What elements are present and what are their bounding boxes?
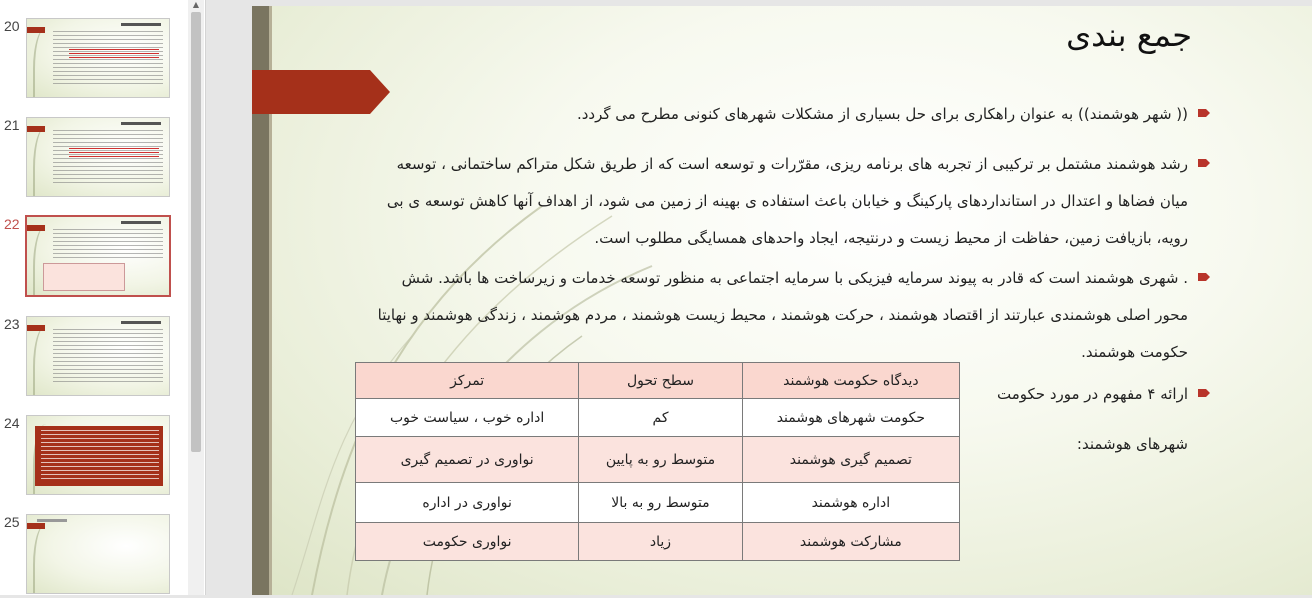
table-cell[interactable]: اداره هوشمند — [742, 483, 959, 523]
thumbnail-title — [37, 519, 67, 522]
table-row — [356, 483, 960, 523]
slide-paragraph-4[interactable] — [968, 376, 1188, 413]
bullet-arrow-icon — [1198, 159, 1210, 167]
slide-thumbnail-22[interactable] — [0, 216, 190, 300]
slide-canvas[interactable] — [252, 6, 1312, 595]
table-row — [356, 437, 960, 483]
paragraph-text: رشد هوشمند مشتمل بر ترکیبی از تجربه های برنامه ریزی، مقرّرات و توسعه است که از طریق شکل متراکم ساختمانی ، توسعه میان فضاها و اعتدال در استانداردهای پارکینگ و خیابان باعث استفاده ی بهینه از زمین می شود، از اهداف آنها کاهش توسعه ی بی رویه، بازیافت زمین، حفاظت از محیط زیست و درنتیجه، ایجاد واحدهای همسایگی مطلوب است. — [386, 155, 1188, 247]
bullet-arrow-icon — [1198, 109, 1210, 117]
slide-thumbnail-preview[interactable] — [26, 415, 170, 495]
slide-title[interactable]: جمع بندی — [1066, 16, 1192, 54]
thumbnail-text-lines — [41, 430, 159, 480]
table-cell[interactable]: مشارکت هوشمند — [742, 523, 959, 561]
bullet-arrow-icon — [1198, 273, 1210, 281]
table-cell[interactable]: کم — [579, 399, 742, 437]
table-cell[interactable]: نواوری در تصمیم گیری — [356, 437, 579, 483]
table-header-cell[interactable]: تمرکز — [356, 363, 579, 399]
thumbnail-scrollbar[interactable] — [188, 0, 204, 595]
thumbnail-red-text — [69, 148, 159, 160]
thumbnail-title-bar — [27, 325, 45, 331]
paragraph-text: ارائه ۴ مفهوم در مورد حکومت — [997, 385, 1188, 403]
decorative-curve — [33, 523, 55, 593]
decorative-curve — [33, 325, 55, 395]
table-header-row — [356, 363, 960, 399]
thumbnail-table — [43, 263, 125, 291]
slide-thumbnail-preview[interactable] — [25, 215, 171, 297]
slide-thumbnail-25[interactable] — [0, 514, 190, 598]
decorative-curve — [33, 126, 55, 196]
slide-thumbnail-20[interactable] — [0, 18, 190, 102]
paragraph-text: . شهری هوشمند است که قادر به پیوند سرمایه فیزیکی با سرمایه اجتماعی به منظور توسعه خدمات و زیرساخت ها باشد. شش محور اصلی هوشمندی عبارتند از اقتصاد هوشمند ، حرکت هوشمند ، محیط زیست هوشمند ، مردم هوشمند ، زندگی هوشمند و نهایتا حکومت هوشمند. — [377, 269, 1188, 361]
table-cell[interactable]: زیاد — [579, 523, 742, 561]
slide-paragraph-4-tail[interactable]: شهرهای هوشمند: — [1076, 435, 1188, 453]
table-cell[interactable]: متوسط رو به پایین — [579, 437, 742, 483]
thumbnail-title — [121, 221, 161, 224]
table-row — [356, 523, 960, 561]
thumbnail-text-lines — [53, 229, 163, 259]
table-cell[interactable]: نواوری حکومت — [356, 523, 579, 561]
slide-thumbnail-preview[interactable] — [26, 18, 170, 98]
thumbnail-title — [121, 23, 161, 26]
slide-paragraph-1[interactable] — [368, 96, 1188, 133]
slide-thumbnail-preview[interactable] — [26, 316, 170, 396]
slide-thumbnail-23[interactable] — [0, 316, 190, 400]
slide-number: 22 — [4, 216, 20, 232]
table-cell[interactable]: متوسط رو به بالا — [579, 483, 742, 523]
scroll-up-icon[interactable]: ▲ — [192, 0, 200, 9]
smart-governance-table[interactable] — [355, 362, 960, 561]
table-cell[interactable]: اداره خوب ، سیاست خوب — [356, 399, 579, 437]
thumbnail-title-bar — [27, 523, 45, 529]
slide-thumbnail-preview[interactable] — [26, 117, 170, 197]
table-cell[interactable]: حکومت شهرهای هوشمند — [742, 399, 959, 437]
table-row — [356, 399, 960, 437]
slide-number: 25 — [4, 514, 20, 530]
thumbnail-title-bar — [27, 225, 45, 231]
slide-number: 20 — [4, 18, 20, 34]
slide-thumbnail-21[interactable] — [0, 117, 190, 201]
paragraph-text: (( شهر هوشمند)) به عنوان راهکاری برای حل بسیاری از مشکلات شهرهای کنونی مطرح می گردد. — [576, 105, 1188, 123]
slide-paragraph-3[interactable] — [368, 260, 1188, 371]
scrollbar-thumb[interactable] — [191, 12, 201, 452]
slide-thumbnail-24[interactable] — [0, 415, 190, 499]
thumbnail-text-lines — [53, 329, 163, 385]
slide-thumbnail-preview[interactable] — [26, 514, 170, 594]
thumbnail-red-text — [69, 49, 159, 61]
thumbnail-title-bar — [27, 27, 45, 33]
decorative-curve — [33, 27, 55, 97]
slide-number: 24 — [4, 415, 20, 431]
slide-number: 21 — [4, 117, 20, 133]
thumbnail-red-block — [35, 426, 163, 486]
table-header-cell[interactable]: سطح تحول — [579, 363, 742, 399]
table-cell[interactable]: نواوری در اداره — [356, 483, 579, 523]
thumbnail-title-bar — [27, 126, 45, 132]
slide-thumbnail-pane — [0, 0, 206, 595]
slide-paragraph-2[interactable] — [368, 146, 1188, 257]
thumbnail-title — [121, 321, 161, 324]
bullet-arrow-icon — [1198, 389, 1210, 397]
thumbnail-title — [121, 122, 161, 125]
table-cell[interactable]: تصمیم گیری هوشمند — [742, 437, 959, 483]
table-header-cell[interactable]: دیدگاه حکومت هوشمند — [742, 363, 959, 399]
slide-number: 23 — [4, 316, 20, 332]
